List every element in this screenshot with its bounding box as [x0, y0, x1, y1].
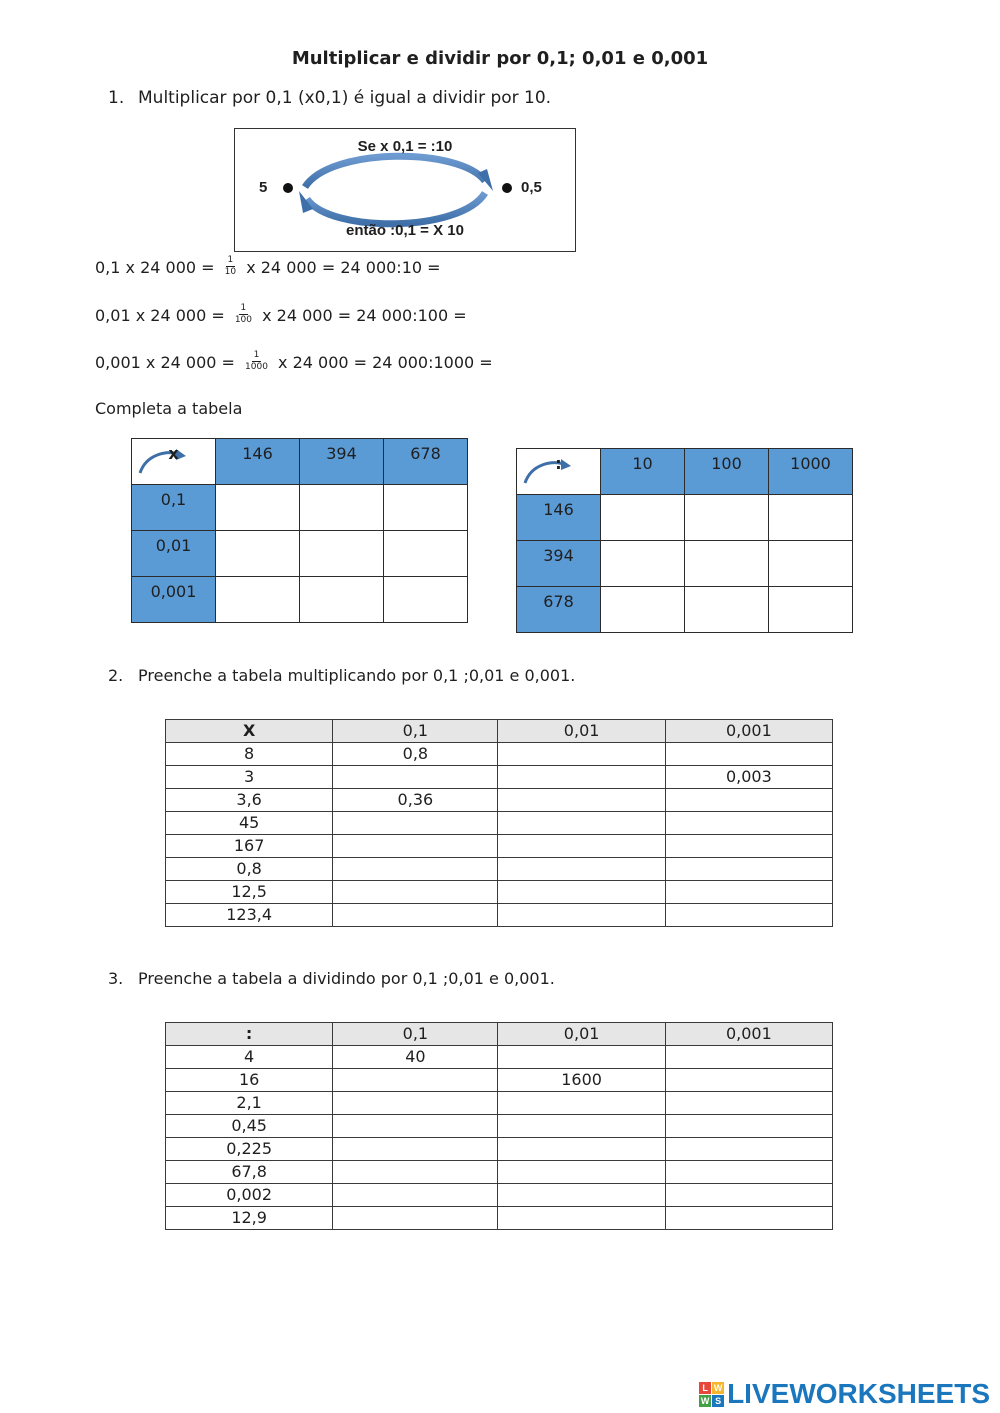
- div-answer-cell[interactable]: [665, 1161, 832, 1184]
- question-3-text: Preenche a tabela a dividindo por 0,1 ;0,01 e 0,001.: [138, 969, 555, 988]
- fraction-denominator: 10: [224, 267, 237, 277]
- question-2-text: Preenche a tabela multiplicando por 0,1 ;0,01 e 0,001.: [138, 666, 576, 685]
- mult-answer-cell[interactable]: [333, 858, 498, 881]
- div-header-cell: 0,01: [498, 1023, 665, 1046]
- diagram-right-value: 0,5: [521, 179, 542, 196]
- grid-mult-row-header: [132, 577, 216, 623]
- answer-cell[interactable]: [300, 531, 384, 577]
- question-3: [108, 969, 555, 988]
- grid-mult-operator: x: [168, 444, 179, 463]
- answer-cell[interactable]: [601, 587, 685, 633]
- div-answer-cell[interactable]: [498, 1046, 665, 1069]
- mult-answer-cell[interactable]: [665, 835, 832, 858]
- mult-answer-cell[interactable]: [498, 766, 665, 789]
- div-answer-cell[interactable]: [665, 1184, 832, 1207]
- div-answer-cell[interactable]: [333, 1207, 498, 1230]
- mult-answer-cell[interactable]: [498, 835, 665, 858]
- table-row: [166, 1207, 833, 1230]
- fraction-1-100: [233, 303, 254, 326]
- mult-answer-cell[interactable]: [498, 904, 665, 927]
- answer-cell[interactable]: [601, 495, 685, 541]
- mult-row-label: 167: [166, 835, 333, 858]
- col-header-value: 394: [326, 444, 357, 463]
- equation-2-right: x 24 000 = 24 000:100 =: [257, 306, 467, 325]
- div-header-cell: :: [166, 1023, 333, 1046]
- grid-mult-col-header: [384, 439, 468, 485]
- diagram-bottom-label: então :0,1 = X 10: [346, 222, 464, 239]
- answer-cell[interactable]: [685, 587, 769, 633]
- right-dot: [502, 183, 512, 193]
- div-example-cell: 1600: [498, 1069, 665, 1092]
- div-row-label: 0,225: [166, 1138, 333, 1161]
- mult-answer-cell[interactable]: [333, 835, 498, 858]
- mult-answer-cell[interactable]: [665, 904, 832, 927]
- mult-answer-cell[interactable]: [498, 812, 665, 835]
- mult-row-label: 45: [166, 812, 333, 835]
- div-answer-cell[interactable]: [665, 1115, 832, 1138]
- left-dot: [283, 183, 293, 193]
- diagram-left-value: 5: [259, 179, 268, 196]
- mult-answer-cell[interactable]: [333, 812, 498, 835]
- table-row: [166, 1046, 833, 1069]
- row-header-value: 146: [543, 500, 574, 519]
- div-row-label: 12,9: [166, 1207, 333, 1230]
- div-row-label: 16: [166, 1069, 333, 1092]
- logo-letter: S: [712, 1395, 724, 1407]
- table-row: [166, 1161, 833, 1184]
- mult-example-cell: 0,003: [665, 766, 832, 789]
- answer-cell[interactable]: [685, 541, 769, 587]
- question-2: [108, 666, 575, 685]
- table-row: [166, 1138, 833, 1161]
- liveworksheets-logo: [699, 1378, 990, 1410]
- equation-1-left: 0,1 x 24 000 =: [95, 258, 220, 277]
- answer-cell[interactable]: [685, 495, 769, 541]
- answer-cell[interactable]: [216, 577, 300, 623]
- mult-header-cell: X: [166, 720, 333, 743]
- question-1-number: 1.: [108, 88, 125, 108]
- div-answer-cell[interactable]: [333, 1161, 498, 1184]
- diagram-top-label: Se x 0,1 = :10: [357, 138, 453, 155]
- answer-cell[interactable]: [216, 485, 300, 531]
- fraction-1-10: [223, 255, 238, 278]
- grid-div-col-header: [769, 449, 853, 495]
- grid-mult-col-header: [300, 439, 384, 485]
- fraction-denominator: 1000: [245, 362, 268, 372]
- mult-answer-cell[interactable]: [665, 881, 832, 904]
- col-header-value: 678: [410, 444, 441, 463]
- col-header-value: 1000: [790, 454, 831, 473]
- answer-cell[interactable]: [601, 541, 685, 587]
- fraction-1-1000: [243, 350, 270, 373]
- logo-letter: W: [700, 1395, 710, 1406]
- equation-2-left: 0,01 x 24 000 =: [95, 306, 230, 325]
- mult-answer-cell[interactable]: [333, 904, 498, 927]
- question-3-number: 3.: [108, 969, 124, 988]
- table-row: [166, 789, 833, 812]
- table-row: [166, 1069, 833, 1092]
- col-header-value: 146: [242, 444, 273, 463]
- grid-div-operator: :: [555, 454, 562, 473]
- mult-answer-cell[interactable]: [498, 858, 665, 881]
- equation-3-left: 0,001 x 24 000 =: [95, 353, 241, 372]
- mult-answer-cell[interactable]: [665, 789, 832, 812]
- table-row: [166, 1115, 833, 1138]
- division-grid: [516, 448, 853, 633]
- div-answer-cell[interactable]: [498, 1184, 665, 1207]
- grid-mult-row-header: [132, 531, 216, 577]
- div-answer-cell[interactable]: [665, 1138, 832, 1161]
- grid-div-col-header: [601, 449, 685, 495]
- div-row-label: 67,8: [166, 1161, 333, 1184]
- div-row-label: 0,002: [166, 1184, 333, 1207]
- mult-answer-cell[interactable]: [498, 743, 665, 766]
- question-2-number: 2.: [108, 666, 124, 685]
- mult-row-label: 3,6: [166, 789, 333, 812]
- table-row: [166, 1092, 833, 1115]
- brand-text: LIVEWORKSHEETS: [727, 1378, 990, 1409]
- table-row: [166, 904, 833, 927]
- row-header-value: 394: [543, 546, 574, 565]
- div-answer-cell[interactable]: [333, 1069, 498, 1092]
- multiplication-table: [165, 719, 833, 927]
- fraction-numerator: 1: [253, 350, 260, 360]
- div-answer-cell[interactable]: [498, 1138, 665, 1161]
- mult-answer-cell[interactable]: [498, 881, 665, 904]
- div-answer-cell[interactable]: [498, 1115, 665, 1138]
- grid-mult-corner: [132, 439, 216, 485]
- mult-answer-cell[interactable]: [498, 789, 665, 812]
- div-header-cell: 0,001: [665, 1023, 832, 1046]
- top-arc-arrow: [305, 156, 485, 187]
- div-row-label: 4: [166, 1046, 333, 1069]
- mult-header-row: [166, 720, 833, 743]
- div-answer-cell[interactable]: [498, 1161, 665, 1184]
- multiplication-grid: [131, 438, 468, 623]
- table-row: [166, 858, 833, 881]
- table-row: [166, 1184, 833, 1207]
- row-header-value: 0,01: [155, 536, 192, 555]
- div-answer-cell[interactable]: [333, 1184, 498, 1207]
- row-header-value: 0,1: [160, 490, 187, 509]
- div-row-label: 0,45: [166, 1115, 333, 1138]
- table-row: [166, 881, 833, 904]
- answer-cell[interactable]: [216, 531, 300, 577]
- table-row: [166, 812, 833, 835]
- answer-cell[interactable]: [384, 577, 468, 623]
- mult-header-cell: 0,001: [665, 720, 832, 743]
- div-answer-cell[interactable]: [665, 1069, 832, 1092]
- grid-div-row-header: [517, 587, 601, 633]
- fraction-numerator: 1: [240, 303, 247, 313]
- div-example-cell: 40: [333, 1046, 498, 1069]
- div-answer-cell[interactable]: [665, 1207, 832, 1230]
- row-header-value: 0,001: [150, 582, 197, 601]
- logo-letter: W: [713, 1382, 723, 1393]
- mult-row-label: 0,8: [166, 858, 333, 881]
- grid-div-col-header: [685, 449, 769, 495]
- fraction-denominator: 100: [234, 315, 253, 325]
- div-answer-cell[interactable]: [498, 1092, 665, 1115]
- logo-letter: L: [699, 1382, 711, 1394]
- div-answer-cell[interactable]: [498, 1207, 665, 1230]
- div-row-label: 2,1: [166, 1092, 333, 1115]
- mult-row-label: 123,4: [166, 904, 333, 927]
- completa-label: Completa a tabela: [95, 399, 243, 418]
- bottom-arc-arrow: [307, 193, 485, 224]
- liveworksheets-logo-icon: [699, 1382, 724, 1407]
- mult-row-label: 3: [166, 766, 333, 789]
- answer-cell[interactable]: [769, 495, 853, 541]
- answer-cell[interactable]: [384, 485, 468, 531]
- question-1: [108, 88, 551, 108]
- mult-answer-cell[interactable]: [665, 858, 832, 881]
- grid-mult-row-header: [132, 485, 216, 531]
- table-row: [166, 766, 833, 789]
- div-answer-cell[interactable]: [665, 1092, 832, 1115]
- div-answer-cell[interactable]: [333, 1115, 498, 1138]
- answer-cell[interactable]: [300, 577, 384, 623]
- cycle-diagram: [234, 128, 576, 252]
- mult-example-cell: 0,36: [333, 789, 498, 812]
- mult-header-cell: 0,1: [333, 720, 498, 743]
- div-answer-cell[interactable]: [665, 1046, 832, 1069]
- answer-cell[interactable]: [384, 531, 468, 577]
- grid-div-row-header: [517, 495, 601, 541]
- col-header-value: 100: [711, 454, 742, 473]
- division-table: [165, 1022, 833, 1230]
- mult-answer-cell[interactable]: [665, 743, 832, 766]
- mult-header-cell: 0,01: [498, 720, 665, 743]
- mult-row-label: 8: [166, 743, 333, 766]
- mult-example-cell: 0,8: [333, 743, 498, 766]
- page-title: Multiplicar e dividir por 0,1; 0,01 e 0,001: [291, 48, 709, 69]
- grid-div-row-header: [517, 541, 601, 587]
- equation-3-right: x 24 000 = 24 000:1000 =: [272, 353, 493, 372]
- equation-line-1: [95, 257, 441, 280]
- div-header-cell: 0,1: [333, 1023, 498, 1046]
- equation-line-2: [95, 305, 467, 328]
- equation-line-3: [95, 352, 493, 375]
- div-answer-cell[interactable]: [333, 1092, 498, 1115]
- mult-row-label: 12,5: [166, 881, 333, 904]
- question-1-text: Multiplicar por 0,1 (x0,1) é igual a dividir por 10.: [138, 88, 552, 108]
- col-header-value: 10: [632, 454, 653, 473]
- mult-answer-cell[interactable]: [333, 766, 498, 789]
- answer-cell[interactable]: [769, 541, 853, 587]
- grid-mult-col-header: [216, 439, 300, 485]
- div-header-row: [166, 1023, 833, 1046]
- mult-answer-cell[interactable]: [333, 881, 498, 904]
- answer-cell[interactable]: [300, 485, 384, 531]
- grid-div-corner: [517, 449, 601, 495]
- equation-1-right: x 24 000 = 24 000:10 =: [241, 258, 441, 277]
- table-row: [166, 743, 833, 766]
- div-answer-cell[interactable]: [333, 1138, 498, 1161]
- fraction-numerator: 1: [227, 255, 234, 265]
- row-header-value: 678: [543, 592, 574, 611]
- table-row: [166, 835, 833, 858]
- mult-answer-cell[interactable]: [665, 812, 832, 835]
- answer-cell[interactable]: [769, 587, 853, 633]
